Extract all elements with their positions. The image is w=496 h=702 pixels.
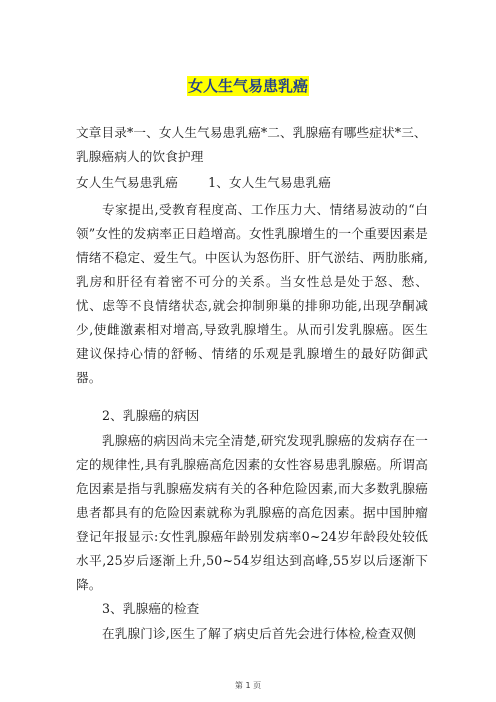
table-of-contents: 文章目录*一、女人生气易患乳癌*二、乳腺癌有哪些症状*三、乳腺癌病人的饮食护理 <box>76 125 427 164</box>
section-3-paragraph: 在乳腺门诊,医生了解了病史后首先会进行体检,检查双侧 <box>102 626 417 641</box>
section-1-paragraph: 专家提出,受教育程度高、工作压力大、情绪易波动的“白领”女性的发病率正日趋增高。女性乳腺增生的一个重要因素是情绪不稳定、爱生气。中医认为怒伤肝、肝气淤结、两肋胀痛,乳房和肝径有着密不可分的关系。当女性总是处于怒、愁、忧、虑等不良情绪状态,就会抑制卵巢的排卵功能,出现孕酮减少,使雌激素相对增高,导致乳腺增生。从而引发乳腺癌。医生建议保持心情的舒畅、情绪的乐观是乳腺增生的最好防御武器。 <box>76 202 428 385</box>
section-3-heading: 3、乳腺癌的检查 <box>102 601 200 616</box>
subheading-line <box>76 171 428 195</box>
title-container <box>0 76 496 96</box>
document-title: 女人生气易患乳癌 <box>187 77 308 95</box>
section-2-paragraph: 乳腺癌的病因尚未完全清楚,研究发现乳腺癌的发病存在一定的规律性,具有乳腺癌高危因素的女性容易患乳腺癌。所谓高危因素是指与乳腺癌发病有关的各种危险因素,而大多数乳腺癌患者都具有的危险因素就称为乳腺癌的高危因素。据中国肿瘤登记年报显示:女性乳腺癌年龄别发病率0~24岁年龄段处较低水平,25岁后逐渐上升,50~54岁组达到高峰,55岁以后逐渐下降。 <box>76 433 428 592</box>
section-2-heading: 2、乳腺癌的病因 <box>102 408 200 423</box>
page-number-footer: 第 1 页 <box>234 681 262 690</box>
section-1-heading: 1、女人生气易患乳癌 <box>208 175 331 190</box>
subheading-topic: 女人生气易患乳癌 <box>76 175 178 190</box>
